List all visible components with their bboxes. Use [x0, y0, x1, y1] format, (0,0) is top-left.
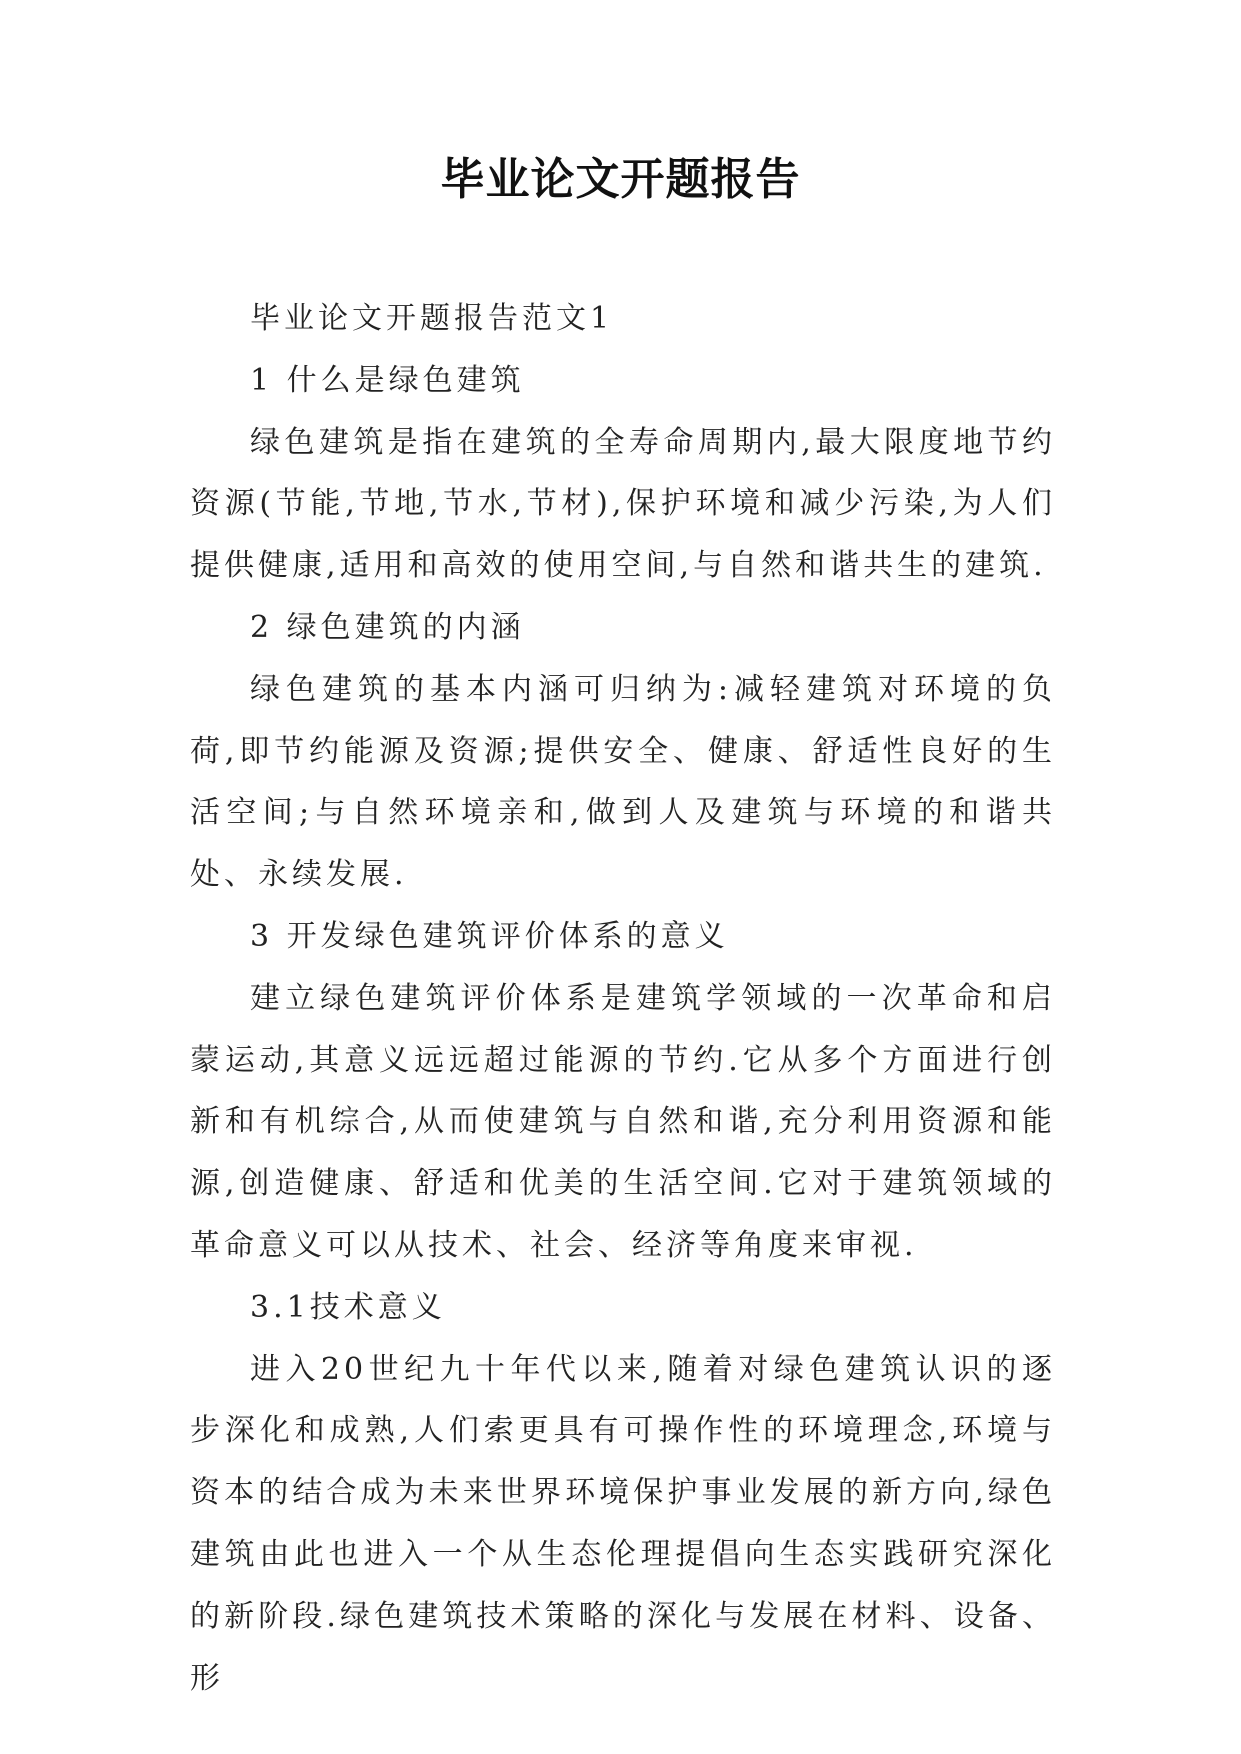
paragraph-text-3-1: 进入20世纪九十年代以来,随着对绿色建筑认识的逐步深化和成熟,人们索更具有可操作性的环境理念,环境与资本的结合成为未来世界环境保护事业发展的新方向,绿色建筑由此也进入一个从生态伦理提倡向生态实践研究深化的新阶段.绿色建筑技术策略的深化与发展在材料、设备、形: [190, 1351, 1056, 1696]
paragraph-text-2: 绿色建筑的基本内涵可归纳为:减轻建筑对环境的负荷,即节约能源及资源;提供安全、健康、舒适性良好的生活空间;与自然环境亲和,做到人及建筑与环境的和谐共处、永续发展.: [190, 671, 1056, 893]
paragraph-heading-1: 1 什么是绿色建筑: [250, 362, 525, 398]
document-title: 毕业论文开题报告: [440, 154, 801, 205]
paragraph-heading-3-1: 3.1技术意义: [250, 1289, 446, 1325]
paragraph-text-3: 建立绿色建筑评价体系是建筑学领域的一次革命和启蒙运动,其意义远远超过能源的节约.它从多个方面进行创新和有机综合,从而使建筑与自然和谐,充分利用资源和能源,创造健康、舒适和优美的生活空间.它对于建筑领域的革命意义可以从技术、社会、经济等角度来审视.: [190, 980, 1056, 1263]
paragraph-text-1: 绿色建筑是指在建筑的全寿命周期内,最大限度地节约资源(节能,节地,节水,节材),保护环境和减少污染,为人们提供健康,适用和高效的使用空间,与自然和谐共生的建筑.: [190, 424, 1056, 584]
paragraph-heading-2: 2 绿色建筑的内涵: [250, 609, 525, 645]
paragraph-section-heading: 毕业论文开题报告范文1: [250, 301, 614, 336]
document-body: [190, 288, 1056, 1709]
paragraph-heading-3: 3 开发绿色建筑评价体系的意义: [250, 918, 729, 954]
